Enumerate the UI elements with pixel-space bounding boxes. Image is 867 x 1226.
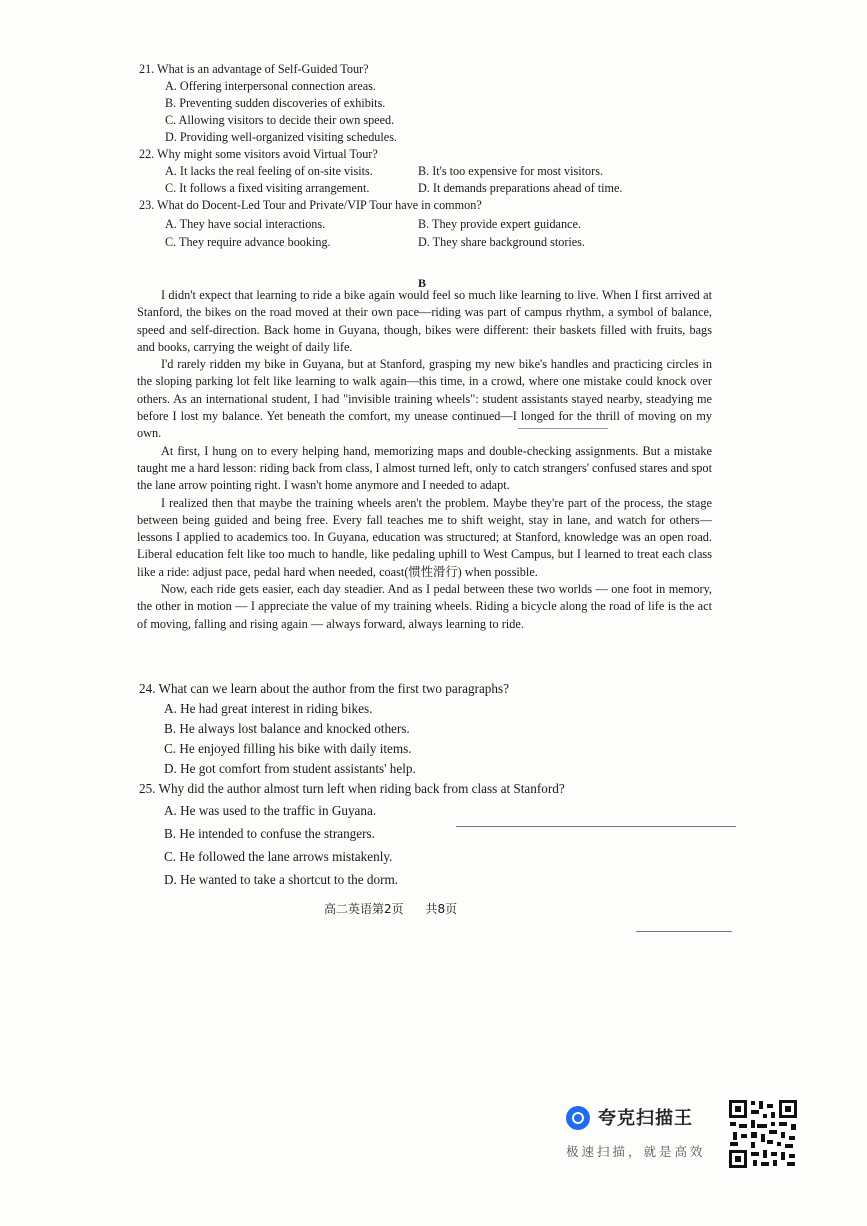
- question-24-option-c: C. He enjoyed filling his bike with daily items.: [164, 741, 412, 756]
- question-22-stem: 22. Why might some visitors avoid Virtual Tour?: [139, 147, 378, 161]
- question-23-option-d: D. They share background stories.: [418, 235, 585, 249]
- question-25-option-b: B. He intended to confuse the strangers.: [164, 826, 375, 841]
- question-22-option-a: A. It lacks the real feeling of on-site visits.: [165, 164, 373, 178]
- question-24-stem: 24. What can we learn about the author from the first two paragraphs?: [139, 681, 509, 696]
- question-21-stem: 21. What is an advantage of Self-Guided Tour?: [139, 62, 369, 76]
- question-24-option-a: A. He had great interest in riding bikes.: [164, 701, 373, 716]
- watermark-title: 夸克扫描王: [598, 1108, 693, 1129]
- question-25-option-d: D. He wanted to take a shortcut to the dorm.: [164, 872, 399, 887]
- question-23-stem: 23. What do Docent-Led Tour and Private/VIP Tour have in common?: [139, 198, 482, 212]
- page-number: 高二英语第2页: [324, 902, 404, 916]
- question-22-option-d: D. It demands preparations ahead of time.: [418, 181, 623, 195]
- question-23-option-b: B. They provide expert guidance.: [418, 217, 581, 231]
- page-total: 共8页: [425, 902, 458, 916]
- quark-logo-icon: [566, 1106, 590, 1130]
- question-24-option-d: D. He got comfort from student assistants' help.: [164, 761, 416, 776]
- question-23-option-a: A. They have social interactions.: [165, 217, 326, 231]
- question-25-stem: 25. Why did the author almost turn left when riding back from class at Stanford?: [139, 781, 565, 796]
- section-label: B: [418, 276, 427, 290]
- question-23-option-c: C. They require advance booking.: [165, 235, 331, 249]
- blank-line: [636, 931, 732, 932]
- passage-paragraph-1: I didn't expect that learning to ride a bike again would feel so much like learning to live. When I first arrived at Stanford, the bikes on the road moved at their own pace—riding was part of campus rhythm, a symbol of balance, speed and self-direction. Back home in Guyana, though, bikes were different: their baskets filled with fruits, bags and books, carrying the weight of daily life.: [137, 288, 712, 354]
- question-22-option-b: B. It's too expensive for most visitors.: [418, 164, 603, 178]
- blank-line: [518, 428, 608, 429]
- passage-paragraph-2: I'd rarely ridden my bike in Guyana, but at Stanford, grasping my new bike's handles and practicing circles in the sloping parking lot felt like learning to walk again—this time, in a crowd, where one mistake could knock over others. As an international student, I had "invisible training wheels": student assistants stayed nearby, steadying me before I lost my balance. Yet beneath the comfort, my unease continued—I longed for the thrill of moving on my own.: [137, 357, 712, 441]
- passage-paragraph-4: I realized then that maybe the training wheels aren't the problem. Maybe they're part of the process, the stage between being guided and being free. Every fall teaches me to shift weight, stay in lane, and watch for others—lessons I applied to academics too. In Guyana, education was structured; at Stanford, knowledge was an open road. Liberal education felt like too much to handle, like pedaling uphill to West Campus, but I learned to treat each class like a ride: adjust pace, pedal hard when needed, coast(惯性滑行) when possible.: [137, 495, 712, 579]
- page-footer: [324, 900, 475, 917]
- question-25-option-a: A. He was used to the traffic in Guyana.: [164, 803, 377, 818]
- passage-paragraph-3: At first, I hung on to every helping hand, memorizing maps and double-checking assignments. But a mistake taught me a hard lesson: riding back from class, I almost turned left, only to catch strangers' confused stares and spot the lane arrow pointing right. I wasn't home anymore and I needed to adapt.: [137, 443, 712, 493]
- question-22-option-c: C. It follows a fixed visiting arrangement.: [165, 181, 370, 195]
- scanner-watermark: [566, 1100, 726, 1170]
- passage-paragraph-5: Now, each ride gets easier, each day steadier. And as I pedal between these two worlds — one foot in memory, the other in motion — I appreciate the value of my training wheels. Riding a bicycle along the road of life is the act of moving, falling and rising again — always forward, always learning to ride.: [137, 582, 712, 631]
- qr-code-icon: [727, 1098, 799, 1170]
- question-21-option-a: A. Offering interpersonal connection areas.: [165, 79, 376, 93]
- question-21-option-c: C. Allowing visitors to decide their own speed.: [165, 113, 395, 127]
- blank-line: [456, 826, 736, 827]
- question-21-option-d: D. Providing well-organized visiting schedules.: [165, 130, 397, 144]
- question-25-option-c: C. He followed the lane arrows mistakenly.: [164, 849, 393, 864]
- watermark-subtitle: 极速扫描，就是高效: [566, 1144, 706, 1159]
- question-21-option-b: B. Preventing sudden discoveries of exhibits.: [165, 96, 386, 110]
- reading-passage: [137, 287, 712, 633]
- question-24-option-b: B. He always lost balance and knocked others.: [164, 721, 410, 736]
